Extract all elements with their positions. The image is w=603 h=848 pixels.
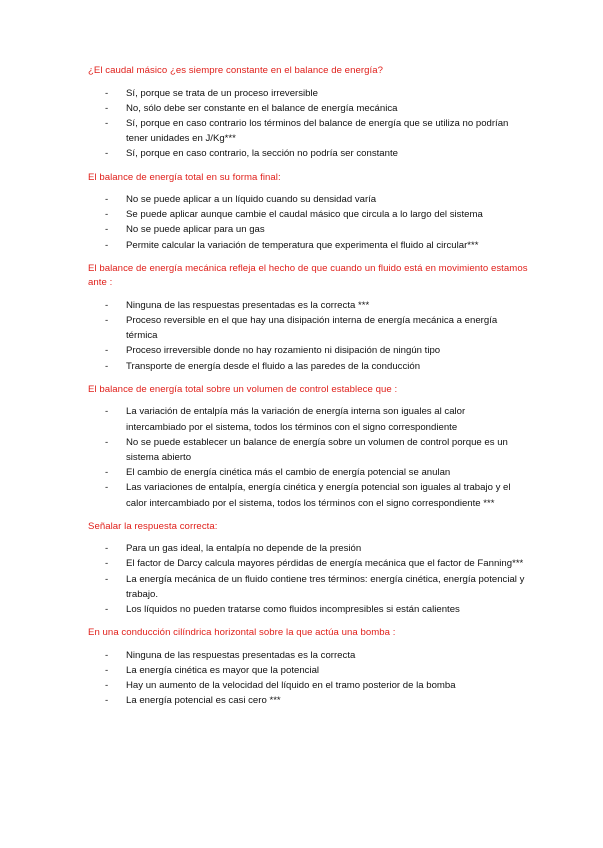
answer-option — [88, 238, 528, 253]
question-heading: El balance de energía total en su forma final: — [88, 171, 281, 183]
bullet: - — [105, 649, 109, 661]
bullet: - — [105, 315, 109, 327]
question-heading: El balance de energía total sobre un volumen de control establece que : — [88, 383, 398, 395]
answer-option — [88, 101, 528, 116]
answer-text: No, sólo debe ser constante en el balance de energía mecánica — [126, 102, 398, 114]
question-block — [88, 383, 528, 511]
answer-option — [88, 572, 528, 602]
question-heading: ¿El caudal másico ¿es siempre constante en el balance de energía? — [88, 65, 383, 76]
answer-text: No se puede aplicar a un líquido cuando su densidad varía — [126, 194, 377, 206]
answer-text: Sí, porque en caso contrario los términos del balance de energía que se utiliza no podrían tener unidades en J/Kg*** — [126, 117, 509, 145]
answer-text: Para un gas ideal, la entalpía no depende de la presión — [126, 543, 362, 555]
answer-option — [88, 222, 528, 237]
question-block — [88, 64, 528, 162]
answer-text: Transporte de energía desde el fluido a las paredes de la conducción — [126, 360, 421, 372]
question-block — [88, 520, 528, 618]
answer-text: Sí, porque se trata de un proceso irreversible — [126, 87, 318, 99]
question-block — [88, 171, 528, 253]
bullet: - — [105, 604, 109, 616]
answer-text: Se puede aplicar aunque cambie el caudal másico que circula a lo largo del sistema — [126, 209, 483, 221]
answer-text: Ninguna de las respuestas presentadas es la correcta *** — [126, 299, 370, 311]
answer-list — [88, 404, 528, 510]
answer-option — [88, 359, 528, 374]
answer-option — [88, 465, 528, 480]
bullet: - — [105, 148, 109, 160]
answer-option — [88, 541, 528, 556]
answer-option — [88, 86, 528, 101]
answer-text: La energía cinética es mayor que la potencial — [126, 664, 320, 676]
answer-text: El cambio de energía cinética más el cambio de energía potencial se anulan — [126, 467, 451, 479]
bullet: - — [105, 102, 109, 114]
bullet: - — [105, 573, 109, 585]
answer-text: El factor de Darcy calcula mayores pérdidas de energía mecánica que el factor de Fanning*** — [126, 558, 524, 570]
answer-text: La energía mecánica de un fluido contiene tres términos: energía cinética, energía potencial y trabajo. — [126, 573, 525, 600]
answer-option — [88, 693, 528, 708]
answer-text: No se puede aplicar para un gas — [126, 224, 265, 236]
answer-text: Sí, porque en caso contrario, la sección no podría ser constante — [126, 148, 398, 160]
answer-option — [88, 313, 528, 343]
answer-option — [88, 556, 528, 571]
answer-text: No se puede establecer un balance de energía sobre un volumen de control porque es un sistema abierto — [126, 436, 508, 463]
answer-text: La variación de entalpía más la variación de energía interna son iguales al calor intercambiado por el sistema, todos los términos con el signo correspondiente — [126, 406, 466, 433]
bullet: - — [105, 209, 109, 221]
bullet: - — [105, 695, 109, 707]
answer-text: La energía potencial es casi cero *** — [126, 695, 281, 707]
bullet: - — [105, 543, 109, 555]
question-heading: En una conducción cilíndrica horizontal sobre la que actúa una bomba : — [88, 627, 396, 639]
answer-option — [88, 678, 528, 693]
answer-option — [88, 116, 528, 146]
answer-option — [88, 146, 528, 161]
bullet: - — [105, 436, 109, 448]
bullet: - — [105, 239, 109, 251]
question-block — [88, 626, 528, 708]
question-block — [88, 262, 528, 374]
answer-option — [88, 343, 528, 358]
bullet: - — [105, 360, 109, 372]
answer-text: Ninguna de las respuestas presentadas es la correcta — [126, 649, 356, 661]
answer-option — [88, 663, 528, 678]
answer-option — [88, 298, 528, 313]
bullet: - — [105, 680, 109, 692]
question-heading: El balance de energía mecánica refleja el hecho de que cuando un fluido está en movimiento estamos ante : — [88, 262, 528, 289]
bullet: - — [105, 482, 109, 494]
answer-text: Los líquidos no pueden tratarse como fluidos incompresibles si están calientes — [126, 604, 460, 616]
answer-text: Hay un aumento de la velocidad del líquido en el tramo posterior de la bomba — [126, 680, 456, 692]
answer-list — [88, 192, 528, 253]
answer-option — [88, 192, 528, 207]
answer-option — [88, 207, 528, 222]
bullet: - — [105, 194, 109, 206]
answer-option — [88, 480, 528, 510]
answer-text: Las variaciones de entalpía, energía cinética y energía potencial son iguales al trabajo y el calor intercambiado por el sistema, todos los términos con el signo correspondiente *** — [126, 482, 511, 509]
answer-list — [88, 86, 528, 162]
answer-option — [88, 602, 528, 617]
answer-option — [88, 435, 528, 465]
bullet: - — [105, 664, 109, 676]
answer-text: Proceso reversible en el que hay una disipación interna de energía mecánica a energía térmica — [126, 315, 498, 342]
answer-text: Permite calcular la variación de temperatura que experimenta el fluido al circular*** — [126, 239, 479, 251]
bullet: - — [105, 224, 109, 236]
bullet: - — [105, 558, 109, 570]
bullet: - — [105, 87, 109, 99]
bullet: - — [105, 117, 109, 129]
answer-text: Proceso irreversible donde no hay rozamiento ni disipación de ningún tipo — [126, 345, 441, 357]
bullet: - — [105, 406, 109, 418]
bullet: - — [105, 345, 109, 357]
question-list — [88, 64, 528, 718]
question-heading: Señalar la respuesta correcta: — [88, 520, 218, 532]
answer-option — [88, 648, 528, 663]
answer-list — [88, 541, 528, 617]
bullet: - — [105, 467, 109, 479]
answer-list — [88, 298, 528, 374]
answer-list — [88, 648, 528, 709]
bullet: - — [105, 299, 109, 311]
answer-option — [88, 404, 528, 434]
